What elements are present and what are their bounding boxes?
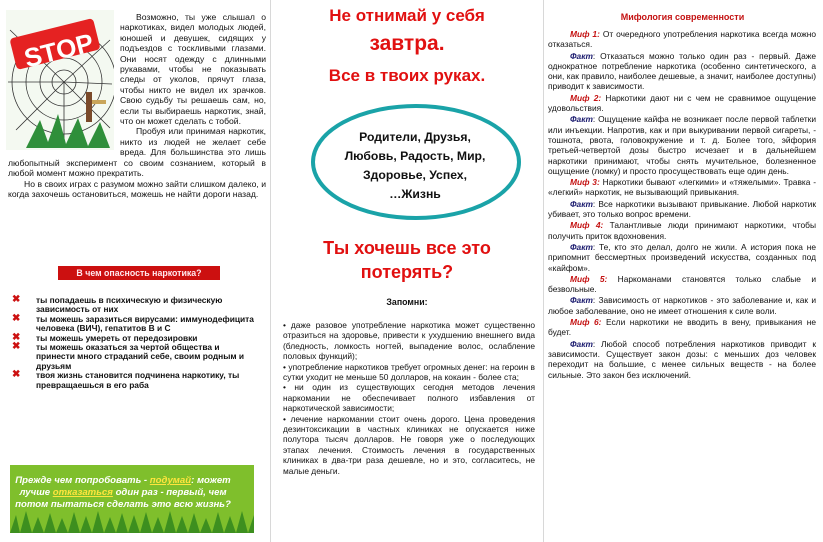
danger-item: ✖ ты можешь заразиться вирусами: иммунодефицита человека (ВИЧ), гепатитов В и С [12, 312, 254, 334]
intro-paragraph-3: Но в своих играх с разумом можно зайти слишком далеко, и когда захочешь остановиться, можешь не найти дороги назад. [8, 178, 266, 199]
fact-paragraph: • даже разовое употребление наркотика может существенно отразиться на здоровье, привести к ухудшению внешнего вида (бледность, ломкость ногтей, выпадение волос, ослабление половых функций); [283, 320, 535, 362]
fact-item: Факт: Те, кто это делал, долго не жили. А история пока не припомнит бессмертных произведений искусства, созданных под «кайфом». [548, 241, 816, 273]
facts-text [283, 320, 535, 476]
fact-item: Факт: Отказаться можно только один раз - первый. Даже однократное потребление наркотика (особенно синтетического, а они, как правило, наиболее дешевые, а значит, наиболее доступны) приводит к зависимости. [548, 50, 816, 92]
left-panel [0, 0, 270, 542]
fact-paragraph: • ни один из существующих сегодня методов лечения наркомании не обеспечивает полного избавления от наркотической зависимости; [283, 382, 535, 414]
danger-heading: В чем опасность наркотика? [58, 266, 220, 280]
fact-item: Факт: Все наркотики вызывают привыкание. Любой наркотик убивает, это только вопрос времени. [548, 198, 816, 220]
cross-icon: ✖ [12, 331, 21, 343]
intro-paragraph-1: Возможно, ты уже слышал о наркотиках, видел молодых людей, юношей и девушек, сидящих у подъездов с тоскливыми глазами. Они носят одежду с длинными рукавами, чтобы не показывать следы от уколов, прячут глаза, чтобы никто не видел их зрачков. Свою судьбу ты решаешь сам, но, если ты выбираешь наркотик, знай, что он может сделать с тобой. [120, 12, 266, 127]
values-text: Родители, Друзья, Любовь, Радость, Мир, Здоровье, Успех, …Жизнь [344, 130, 486, 201]
grass-image [10, 509, 254, 533]
myth-item: Миф 4: Талантливые люди принимают наркотики, чтобы получить приток вдохновения. [548, 220, 816, 241]
heading-line-2: завтра. [369, 32, 445, 55]
fact-item: Факт: Зависимость от наркотиков - это заболевание и, как и любое заболевание, оно не имеет отношения к силе воли. [548, 295, 816, 316]
cross-icon: ✖ [12, 369, 21, 381]
heading-line-3: Все в твоих руках. [328, 66, 486, 85]
intro-text [8, 12, 266, 199]
fact-item: Факт: Ощущение кайфа не возникает после первой таблетки или инъекции. Напротив, как и при выкуривании первой сигареты, - тошнота, рвота, головокружение и т. д. Более того, эйфория третьей-четвертой дозы быстро исчезает и в дальнейшем наркотики принимают, чтобы снять мучительное, болезненное ощущение (ломку) и просто просуществовать еще один день. [548, 114, 816, 176]
middle-panel [270, 0, 544, 542]
danger-item: ✖ ты попадаешь в психическую и физическую зависимость от них [12, 294, 223, 315]
cross-icon: ✖ [12, 312, 21, 324]
myth-item: Миф 5: Наркоманами становятся только слабые и безвольные. [548, 273, 816, 295]
myth-item: Миф 3: Наркотики бывают «легкими» и «тяжелыми». Травка - «легкий» наркотик, не вызывающий привыкания. [548, 177, 817, 198]
danger-item: ✖ ты можешь оказаться за чертой общества и принести много страданий себе, своим родным и друзьям [12, 341, 245, 371]
danger-item: ✖ ты можешь умереть от передозировки [12, 331, 198, 343]
danger-list [10, 296, 260, 390]
myths-title: Мифология современности [620, 12, 745, 22]
question-line-2: потерять? [360, 262, 454, 282]
myth-item: Миф 1: От очередного употребления наркотика всегда можно отказаться. [548, 29, 817, 50]
cross-icon: ✖ [12, 294, 21, 305]
myth-item: Миф 6: Если наркотики не вводить в вену, привыкания не будет. [548, 317, 816, 338]
fact-paragraph: • употребление наркотиков требует огромных денег: на героин в сутки уходит не меньше 50 долларов, на кокаин - более ста; [283, 361, 535, 383]
banner-text: Прежде чем попробовать - подумай: может лучше отказаться один раз - первый, чем потом пытаться сделать это всю жизнь? [15, 475, 231, 510]
stop-word: STOP [21, 27, 97, 74]
intro-paragraph-2: Пробуя или принимая наркотик, никто из людей не желает себе вреда. Для большинства это лишь любопытный эксперимент со своим сознанием, который в любой момент можно прекратить. [8, 126, 266, 179]
myth-item: Миф 2: Наркотики дают ни с чем не сравнимое ощущение удовольствия. [548, 92, 816, 114]
fact-item: Факт: Любой способ потребления наркотиков приводит к зависимости. Существует закон дозы: с меньших доз человек переходит на большие, с менее сильных веществ - на более сильные. Это закон без исключений. [548, 338, 816, 380]
myths-list [548, 29, 816, 381]
cross-icon: ✖ [12, 341, 21, 353]
fact-paragraph: • лечение наркомании стоит очень дорого. Цена проведения дезинтоксикации в частных клиниках не опускается ниже полутора тысяч долларов. Не говоря уже о последующих этапах лечения. Стоимость лечения в государственных клиниках в два-три раза дешевле, но и это, согласитесь, не малые деньги. [283, 413, 535, 476]
danger-item: ✖ твоя жизнь становится подчинена наркотику, ты превращаешься в его раба [12, 369, 240, 390]
question-line-1: Ты хочешь все это [323, 238, 491, 258]
remember-label: Запомни: [386, 297, 428, 307]
right-panel [542, 0, 823, 542]
heading-line-1: Не отнимай у себя [329, 6, 485, 25]
